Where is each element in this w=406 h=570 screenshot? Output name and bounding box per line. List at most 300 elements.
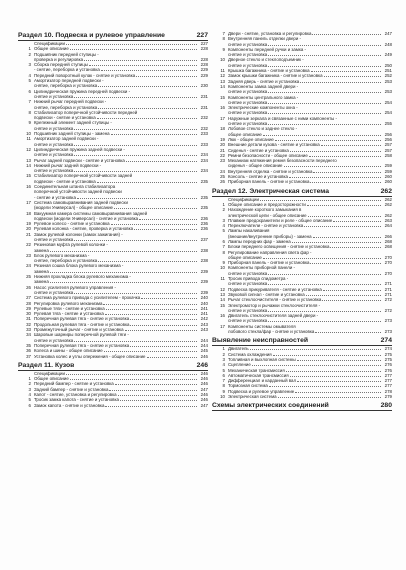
- entry-title: замена: [34, 279, 49, 285]
- leader-dots: [290, 376, 381, 377]
- entry-number: 6: [222, 372, 225, 378]
- entry-page: 243: [200, 327, 208, 333]
- entry-page: 227: [200, 41, 208, 46]
- toc-entry: [18, 354, 208, 359]
- leader-dots: [284, 166, 382, 167]
- entry-page: 239: [200, 289, 208, 295]
- entry-number: 18: [26, 210, 31, 216]
- entry-title: Замок рулевой колонки (замок зажигания) -: [34, 231, 123, 237]
- leader-dots: [130, 325, 197, 326]
- entry-page: 241: [200, 305, 208, 311]
- entry-number: 2: [222, 207, 225, 213]
- entry-title: Двигатель: [228, 346, 249, 352]
- entry-title: снятие, переборка и установка: [34, 258, 98, 264]
- leader-dots: [300, 82, 381, 83]
- entry-page: 260: [384, 174, 392, 180]
- entry-title: Лампы накаливания: [228, 228, 270, 234]
- leader-dots: [304, 226, 381, 227]
- entry-title: снятие и установка: [228, 270, 268, 276]
- entry-title: Внутренняя отделка - снятие и установка: [228, 168, 313, 174]
- entry-page: 277: [384, 383, 392, 389]
- entry-page: 272: [384, 307, 392, 313]
- leader-dots: [268, 311, 381, 312]
- entry-title: Дверное стекло и стеклоподъемник -: [228, 57, 304, 63]
- toc-right-column: [212, 31, 392, 411]
- entry-title: Цилиндрическая пружина задней подвески -: [34, 146, 125, 152]
- entry-page: 247: [200, 386, 208, 392]
- leader-dots: [297, 360, 381, 361]
- leader-dots: [97, 118, 197, 119]
- entry-page: 243: [200, 321, 208, 327]
- leader-dots: [74, 171, 197, 172]
- leader-dots: [105, 406, 197, 407]
- entry-number: 25: [26, 274, 31, 280]
- entry-title: Общее описание и предосторожности: [228, 201, 306, 207]
- entry-number: 1: [222, 201, 225, 207]
- entry-number: 2: [28, 381, 31, 387]
- entry-number: 4: [222, 362, 225, 368]
- entry-page: 240: [200, 295, 208, 301]
- section-title: Схемы электрических соединений: [212, 402, 329, 410]
- entry-title: подвески - снятие и установка: [34, 178, 96, 184]
- entry-title: Насос усилителя рулевого управления -: [34, 284, 116, 290]
- entry-page: 233: [200, 131, 208, 137]
- entry-number: 17: [220, 323, 225, 329]
- entry-number: 4: [222, 223, 225, 229]
- entry-number: 28: [26, 300, 31, 306]
- entry-title: Тросик замка капота - снятие и установка: [34, 397, 119, 403]
- entry-title: Спецификации: [34, 41, 65, 46]
- entry-title: снятие и установка: [34, 125, 74, 131]
- entry-title: Лампы передних фар - замена: [228, 238, 291, 244]
- entry-page: 233: [200, 141, 208, 147]
- entry-page: 236: [200, 221, 208, 227]
- entry-number: 35: [26, 342, 31, 348]
- leader-dots: [139, 219, 197, 220]
- entry-title: снятие и установка: [228, 62, 268, 68]
- entry-page: 246: [200, 397, 208, 403]
- entry-number: 17: [26, 199, 31, 205]
- entry-title: проверка и регулировка: [34, 56, 84, 62]
- entry-number: 23: [26, 252, 31, 258]
- entry-page: 234: [200, 152, 208, 158]
- entry-number: 8: [222, 383, 225, 389]
- entry-title: Лобовое стекло и заднее стекло -: [228, 126, 298, 132]
- entry-title: Рулевые тяги - снятие и установка: [34, 305, 105, 311]
- entry-page: 231: [200, 93, 208, 99]
- section-heading: [212, 187, 392, 197]
- entry-title: Крепежный элемент задней ступицы -: [34, 120, 112, 126]
- entry-number: 13: [220, 291, 225, 297]
- section-title: Раздел 12. Электрическая система: [212, 187, 329, 195]
- entry-title: Вакуумная камера системы самовыравнивания задней: [34, 210, 148, 216]
- entry-number: 16: [26, 184, 31, 190]
- leader-dots: [310, 263, 381, 264]
- entry-number: 21: [220, 147, 225, 153]
- leader-dots: [130, 346, 197, 347]
- entry-title: Тросик привода спидометра -: [228, 276, 289, 282]
- entry-number: 10: [220, 57, 225, 63]
- leader-dots: [268, 45, 381, 46]
- leader-dots: [141, 298, 197, 299]
- entry-page: 252: [384, 73, 392, 79]
- entry-title: Шаровые шарниры поперечной рулевой тяги -: [34, 332, 129, 338]
- entry-number: 17: [220, 115, 225, 121]
- entry-number: 13: [220, 78, 225, 84]
- leader-dots: [308, 216, 381, 217]
- entry-title: общее описание: [228, 131, 262, 137]
- entry-title: Внешние детали кузова - снятие и установка: [228, 142, 320, 148]
- leader-dots: [268, 92, 381, 93]
- entry-number: 2: [222, 351, 225, 357]
- section-page: 246: [196, 361, 208, 369]
- leader-dots: [89, 65, 197, 66]
- entry-title: Задний бампер - снятие и установка: [34, 386, 109, 392]
- section-title: Выявление неисправностей: [212, 337, 309, 345]
- entry-number: 3: [28, 62, 31, 68]
- entry-page: 229: [200, 67, 208, 73]
- entry-title: Поперечная рулевая тяга - снятие и установка: [34, 316, 130, 322]
- leader-dots: [101, 70, 197, 71]
- entry-title: электрической цепи - общее описание: [228, 212, 307, 218]
- entry-title: Электрическая система: [228, 394, 277, 399]
- entry-title: Подшипник задней ступицы - замена: [34, 131, 110, 137]
- section-page: 274: [380, 337, 392, 345]
- entry-page: 264: [384, 223, 392, 229]
- entry-title: замена: [34, 247, 49, 253]
- leader-dots: [50, 251, 197, 252]
- leader-dots: [252, 365, 381, 366]
- entry-number: 4: [28, 392, 31, 397]
- entry-title: общее описание: [228, 254, 262, 260]
- entry-page: 247: [384, 31, 392, 36]
- leader-dots: [333, 221, 381, 222]
- entry-number: 12: [220, 73, 225, 79]
- entry-number: 9: [222, 46, 225, 52]
- entry-title: снятие и установка: [34, 289, 74, 295]
- entry-number: 22: [26, 242, 31, 248]
- entry-title: Электромотор и рычажки стеклоочистителя -: [228, 302, 321, 308]
- entry-number: 1: [222, 346, 225, 352]
- entry-page: 246: [200, 370, 208, 376]
- leader-dots: [98, 108, 197, 109]
- section-title: Раздел 10. Подвеска и рулевое управление: [18, 32, 165, 39]
- leader-dots: [313, 172, 381, 173]
- entry-title: Рычаг задней подвески - снятие и установка: [34, 157, 125, 163]
- entry-number: 7: [222, 378, 225, 384]
- leader-dots: [74, 293, 197, 294]
- entry-title: - снятие и установка: [34, 194, 76, 200]
- entry-page: 275: [384, 356, 392, 362]
- entry-page: 234: [200, 168, 208, 174]
- entry-number: 7: [222, 31, 225, 36]
- leader-dots: [309, 156, 381, 157]
- leader-dots: [286, 371, 381, 372]
- entry-title: Рулевая колонка - снятие, проверка и установка: [34, 226, 134, 232]
- entry-page: 255: [384, 121, 392, 127]
- leader-dots: [312, 34, 381, 35]
- entry-number: 21: [26, 231, 31, 237]
- entry-title: снятие и установка: [34, 337, 74, 343]
- entry-number: 9: [222, 388, 225, 394]
- entry-number: 27: [26, 295, 31, 301]
- entry-number: 20: [220, 142, 225, 148]
- leader-dots: [290, 151, 381, 152]
- leader-dots: [297, 381, 381, 382]
- entry-title: Рулевая тяга - снятие и установка: [34, 311, 104, 317]
- entry-number: 6: [28, 88, 31, 94]
- leader-dots: [268, 66, 381, 67]
- entry-title: Колеса и шины - общее описание: [34, 348, 103, 354]
- entry-page: 270: [384, 254, 392, 260]
- leader-dots: [74, 97, 197, 98]
- entry-title: Подвеска прикуривателя - снятие и установка: [228, 286, 322, 292]
- entry-number: 12: [220, 286, 225, 292]
- entry-title: Регулировка рулевого механизма: [34, 300, 103, 306]
- entry-number: 36: [26, 348, 31, 354]
- entry-title: Регулирование направления света фар -: [228, 249, 312, 255]
- entry-page: 262: [384, 201, 392, 207]
- entry-title: Блоки переднего освещения - снятие и установка: [228, 244, 330, 250]
- entry-number: 10: [220, 394, 225, 399]
- entry-number: 12: [26, 146, 31, 152]
- entry-title: Механическая трансмиссия: [228, 367, 285, 373]
- entry-title: снятие и установка: [228, 110, 268, 116]
- entry-page: 278: [384, 388, 392, 394]
- entry-number: 15: [220, 94, 225, 100]
- leader-dots: [260, 200, 381, 201]
- entry-number: 24: [26, 263, 31, 269]
- leader-dots: [310, 182, 381, 183]
- leader-dots: [250, 349, 381, 350]
- entry-title: Стабилизатор поперечной устойчивости передней: [34, 109, 138, 115]
- entry-number: 11: [26, 136, 31, 142]
- entry-page: 256: [384, 136, 392, 142]
- leader-dots: [269, 386, 381, 387]
- entry-number: 5: [222, 367, 225, 373]
- entry-page: 277: [384, 378, 392, 384]
- entry-number: 4: [28, 72, 31, 78]
- entry-page: 259: [384, 163, 392, 169]
- leader-dots: [263, 135, 381, 136]
- leader-dots: [74, 240, 197, 241]
- entry-page: 242: [200, 316, 208, 322]
- entry-title: Продольная рулевая тяга - снятие и установка: [34, 321, 130, 327]
- entry-number: 6: [28, 402, 31, 408]
- leader-dots: [74, 145, 197, 146]
- toc-entry: [18, 403, 208, 408]
- entry-title: Механизм натяжения ремня безопасности переднего: [228, 158, 337, 164]
- entry-page: 244: [200, 337, 208, 343]
- entry-title: Двери - снятие, установка и регулировка: [228, 31, 312, 36]
- entry-page: 236: [200, 226, 208, 232]
- leader-dots: [330, 247, 381, 248]
- leader-dots: [263, 258, 381, 259]
- leader-dots: [74, 155, 197, 156]
- entry-page: 257: [384, 142, 392, 148]
- entry-number: 18: [220, 126, 225, 132]
- entry-number: 8: [28, 109, 31, 115]
- entry-number: 9: [222, 260, 225, 266]
- entry-title: Система рулевого привода с усилителем - прокачка: [34, 295, 141, 301]
- entry-title: Резиновая муфта рулевой колонки -: [34, 242, 108, 248]
- entry-page: 246: [200, 381, 208, 387]
- entry-page: 237: [200, 236, 208, 242]
- entry-title: Рычаг стеклоочистителя - снятие и установка: [228, 297, 322, 303]
- entry-page: 235: [200, 205, 208, 211]
- entry-number: 3: [222, 217, 225, 223]
- entry-title: Автоматическая трансмиссия: [228, 372, 289, 378]
- entry-page: 256: [384, 131, 392, 137]
- entry-page: 271: [384, 286, 392, 292]
- leader-dots: [126, 161, 197, 162]
- entry-number: 20: [26, 226, 31, 232]
- entry-page: 249: [384, 52, 392, 58]
- leader-dots: [70, 49, 197, 50]
- leader-dots: [130, 319, 197, 320]
- entry-number: 5: [222, 228, 225, 234]
- entry-page: 251: [384, 68, 392, 74]
- entry-page: 270: [384, 270, 392, 276]
- entry-number: 14: [26, 162, 31, 168]
- entry-number: 7: [222, 244, 225, 250]
- leader-dots: [84, 60, 197, 61]
- leader-dots: [70, 379, 197, 380]
- entry-number: 26: [220, 179, 225, 185]
- section-heading: [18, 361, 208, 371]
- entry-title: поперечной устойчивости задней подвески: [34, 189, 122, 195]
- entry-title: Тормозная система: [228, 383, 268, 389]
- section-title: Раздел 11. Кузов: [18, 361, 75, 369]
- entry-title: Сборка передней ступицы: [34, 62, 88, 68]
- entry-title: снятие и установка: [34, 236, 74, 242]
- entry-title: Электрические компоненты окна -: [228, 105, 298, 111]
- entry-number: 19: [26, 221, 31, 227]
- entry-number: 29: [26, 305, 31, 311]
- entry-page: 250: [384, 62, 392, 68]
- entry-page: 274: [384, 346, 392, 352]
- leader-dots: [315, 332, 381, 333]
- leader-dots: [134, 229, 197, 230]
- entry-page: 244: [200, 342, 208, 348]
- leader-dots: [275, 140, 381, 141]
- entry-page: 268: [384, 244, 392, 250]
- leader-dots: [111, 134, 197, 135]
- leader-dots: [98, 86, 197, 87]
- entry-number: 15: [220, 302, 225, 308]
- leader-dots: [118, 395, 197, 396]
- entry-number: 2: [28, 51, 31, 57]
- entry-title: снятие и установка: [228, 121, 268, 127]
- entry-page: 273: [384, 318, 392, 324]
- entry-title: Стабилизатор поперечной устойчивости задней: [34, 173, 133, 179]
- entry-title: Люк - общее описание: [228, 136, 274, 142]
- entry-title: лобового стекла/фар - снятие и установка: [228, 329, 315, 335]
- entry-number: 24: [220, 168, 225, 174]
- entry-page: 228: [200, 62, 208, 68]
- entry-number: 10: [220, 265, 225, 271]
- leader-dots: [66, 374, 197, 375]
- leader-dots: [322, 300, 381, 301]
- entry-page: 235: [200, 178, 208, 184]
- entry-number: 8: [222, 36, 225, 42]
- section-heading: [212, 401, 392, 411]
- entry-title: Консоль - снятие и установка: [228, 174, 288, 180]
- entry-page: 239: [200, 268, 208, 274]
- entry-page: 241: [200, 311, 208, 317]
- entry-number: 11: [220, 276, 225, 282]
- entry-number: 34: [26, 332, 31, 338]
- entry-title: Спецификации: [228, 196, 259, 202]
- entry-title: Спецификации: [34, 370, 65, 376]
- entry-number: 3: [222, 356, 225, 362]
- section-page: 280: [380, 402, 392, 410]
- entry-number: 32: [26, 321, 31, 327]
- entry-title: Система охлаждения: [228, 351, 272, 357]
- entry-title: снятие и установка: [228, 52, 268, 58]
- entry-title: снятие и установка: [228, 99, 268, 105]
- entry-page: 279: [384, 394, 392, 399]
- leader-dots: [136, 76, 197, 77]
- entry-number: 11: [220, 68, 225, 74]
- entry-page: 253: [384, 78, 392, 84]
- leader-dots: [306, 295, 381, 296]
- leader-dots: [105, 314, 197, 315]
- entry-number: 23: [220, 158, 225, 164]
- entry-page: 271: [384, 281, 392, 287]
- entry-number: 5: [28, 397, 31, 403]
- entry-title: Крышка багажника - снятие и установка: [228, 68, 310, 74]
- entry-title: Капот - снятие, установка и регулировка: [34, 392, 117, 397]
- entry-title: Нижний рычаг задней подвески -: [34, 162, 102, 168]
- entry-title: Переключатели - снятие и установка: [228, 223, 304, 229]
- leader-dots: [97, 182, 197, 183]
- entry-title: Общее описание: [34, 46, 69, 52]
- entry-number: 9: [28, 120, 31, 126]
- entry-page: 262: [384, 212, 392, 218]
- leader-dots: [125, 330, 197, 331]
- entry-page: 239: [200, 279, 208, 285]
- entry-number: 1: [28, 46, 31, 52]
- entry-title: Резиная сошка блока рулевого механизма -: [34, 263, 124, 269]
- entry-number: 37: [26, 353, 31, 359]
- leader-dots: [268, 55, 381, 56]
- entry-page: 238: [200, 247, 208, 253]
- entry-title: Амортизатор передней подвески -: [34, 78, 104, 84]
- leader-dots: [74, 341, 197, 342]
- entry-title: Приборная панель - снятие и установка: [228, 179, 310, 185]
- leader-dots: [268, 103, 381, 104]
- leader-dots: [104, 351, 197, 352]
- leader-dots: [268, 321, 381, 322]
- leader-dots: [313, 237, 381, 238]
- leader-dots: [50, 282, 197, 283]
- entry-title: снятие и установка: [228, 307, 268, 313]
- entry-page: 234: [200, 157, 208, 163]
- entry-title: Замок крышки багажника - снятие и установка: [228, 73, 323, 79]
- entry-title: Компоненты замка задней двери -: [228, 83, 299, 89]
- entry-number: 13: [26, 157, 31, 163]
- entry-title: Нахождение короткого замыкания в: [228, 207, 302, 213]
- leader-dots: [273, 355, 381, 356]
- entry-title: Задняя дверь - снятие и установка: [228, 78, 300, 84]
- leader-dots: [295, 392, 381, 393]
- entry-number: 14: [220, 83, 225, 89]
- entry-page: 276: [384, 367, 392, 373]
- entry-title: Компоненты передней ручки и замка -: [228, 46, 306, 52]
- entry-title: снятие и установка: [34, 152, 74, 158]
- entry-page: 231: [200, 104, 208, 110]
